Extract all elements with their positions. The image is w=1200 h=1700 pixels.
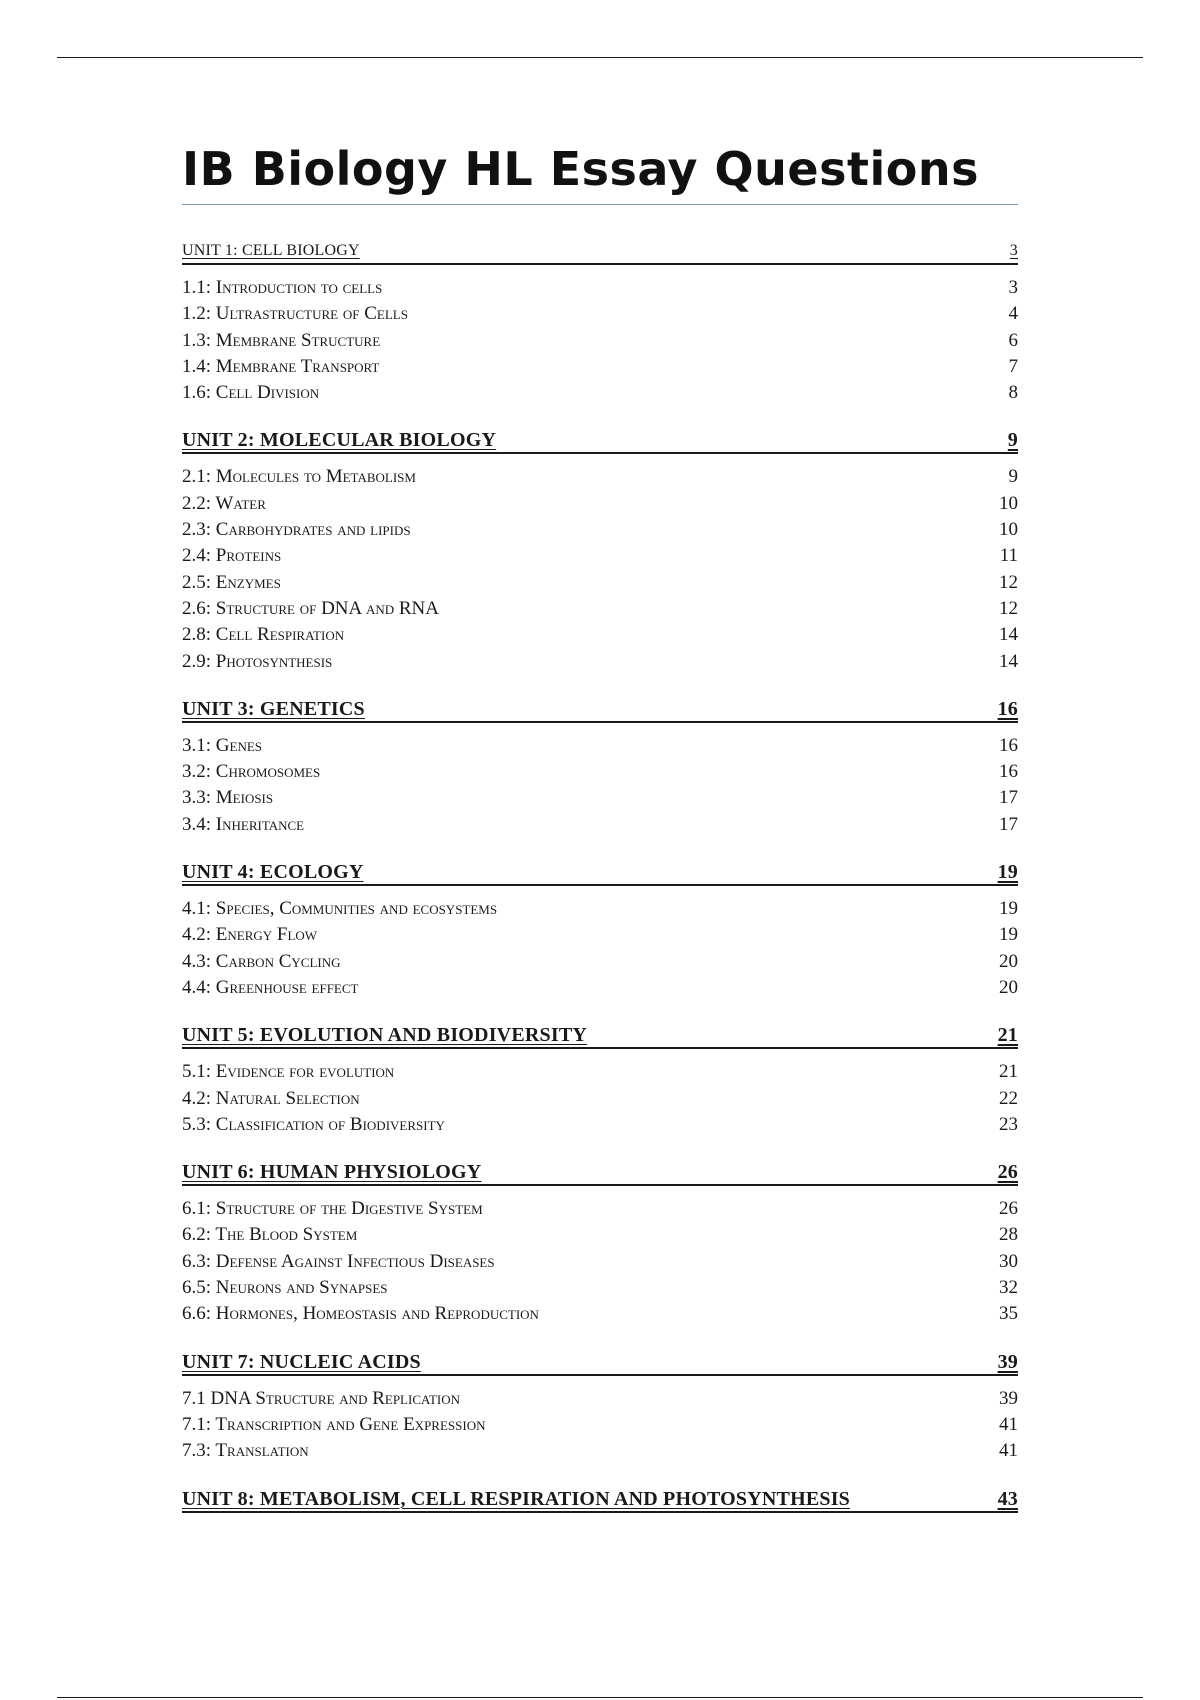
toc-entry[interactable] [182, 275, 1018, 301]
toc-entry-page-number: 20 [999, 976, 1018, 998]
toc-entry-page-number: 3 [1008, 277, 1018, 298]
toc-entry-page-number: 6 [1008, 329, 1018, 351]
toc-entry[interactable] [182, 1386, 1018, 1412]
toc-entry-label: 2.5: Enzymes [182, 571, 281, 593]
toc-entry-page-number: 17 [999, 787, 1018, 809]
toc-entry-page-number: 7 [1008, 355, 1018, 377]
toc-entry-label: 1.1: Introduction to cells [182, 277, 383, 298]
toc-entry-page-number: 39 [999, 1387, 1018, 1409]
toc-unit-label: UNIT 7: NUCLEIC ACIDS [182, 1350, 421, 1373]
toc-entry-label: 4.3: Carbon Cycling [182, 950, 341, 972]
toc-entry[interactable] [182, 1275, 1018, 1301]
toc-entry[interactable] [182, 491, 1018, 517]
toc-entry-list [182, 1386, 1018, 1465]
toc-entry-label: 2.1: Molecules to Metabolism [182, 466, 416, 488]
toc-entry-label: 3.1: Genes [182, 734, 262, 756]
toc-entry[interactable] [182, 1086, 1018, 1112]
toc-unit-label: UNIT 3: GENETICS [182, 697, 365, 720]
toc-section [182, 1023, 1018, 1138]
toc-entry-label: 2.4: Proteins [182, 545, 282, 567]
toc-entry-label: 4.2: Natural Selection [182, 1087, 360, 1109]
toc-unit-page-number: 3 [1009, 242, 1018, 259]
toc-entry-label: 7.1: Transcription and Gene Expression [182, 1413, 486, 1435]
toc-entry[interactable] [182, 380, 1018, 406]
toc-entry-page-number: 32 [999, 1277, 1018, 1299]
toc-entry[interactable] [182, 596, 1018, 622]
toc-unit-page-number: 16 [997, 697, 1018, 720]
toc-entry-page-number: 28 [999, 1224, 1018, 1246]
toc-entry-page-number: 41 [999, 1440, 1018, 1462]
toc-entry-label: 2.3: Carbohydrates and lipids [182, 519, 411, 541]
toc-entry[interactable] [182, 517, 1018, 543]
toc-unit-page-number: 39 [997, 1350, 1018, 1373]
toc-entry-page-number: 19 [999, 898, 1018, 920]
toc-entry[interactable] [182, 733, 1018, 759]
toc-entry[interactable] [182, 759, 1018, 785]
toc-unit-page-number: 26 [997, 1161, 1018, 1184]
toc-entry[interactable] [182, 812, 1018, 838]
toc-entry-page-number: 12 [999, 571, 1018, 593]
document-page [182, 142, 1018, 1513]
toc-unit-page-number: 21 [997, 1024, 1018, 1047]
document-title: IB Biology HL Essay Questions [182, 142, 1018, 205]
toc-entry-label: 6.5: Neurons and Synapses [182, 1277, 388, 1299]
toc-unit-heading[interactable] [182, 1023, 1018, 1049]
toc-entry-page-number: 17 [999, 813, 1018, 835]
toc-unit-page-number: 19 [997, 861, 1018, 884]
toc-entry[interactable] [182, 354, 1018, 380]
toc-entry-page-number: 20 [999, 950, 1018, 972]
toc-entry-page-number: 12 [999, 597, 1018, 619]
toc-entry[interactable] [182, 301, 1018, 327]
toc-entry-label: 1.6: Cell Division [182, 382, 320, 404]
toc-entry[interactable] [182, 543, 1018, 569]
toc-entry-list [182, 464, 1018, 674]
toc-unit-heading[interactable] [182, 1350, 1018, 1376]
toc-entry-page-number: 9 [1008, 466, 1018, 488]
toc-entry-label: 1.4: Membrane Transport [182, 355, 380, 377]
toc-entry-list [182, 896, 1018, 1001]
toc-entry-list [182, 275, 1018, 406]
toc-unit-label: UNIT 6: HUMAN PHYSIOLOGY [182, 1161, 482, 1184]
toc-entry-label: 2.9: Photosynthesis [182, 650, 333, 672]
toc-entry-label: 4.2: Energy Flow [182, 924, 318, 946]
toc-unit-heading[interactable] [182, 239, 1018, 265]
toc-entry[interactable] [182, 1112, 1018, 1138]
toc-entry-label: 4.4: Greenhouse effect [182, 976, 359, 998]
header-rule [57, 57, 1143, 58]
toc-section [182, 1350, 1018, 1465]
toc-section [182, 860, 1018, 1001]
toc-unit-heading[interactable] [182, 428, 1018, 454]
toc-entry-page-number: 30 [999, 1250, 1018, 1272]
toc-entry[interactable] [182, 1412, 1018, 1438]
toc-unit-heading[interactable] [182, 860, 1018, 886]
toc-entry[interactable] [182, 1059, 1018, 1085]
toc-entry[interactable] [182, 1438, 1018, 1464]
toc-entry[interactable] [182, 785, 1018, 811]
toc-entry-label: 6.3: Defense Against Infectious Diseases [182, 1250, 495, 1272]
toc-entry[interactable] [182, 1222, 1018, 1248]
toc-entry-label: 6.6: Hormones, Homeostasis and Reproduction [182, 1303, 539, 1325]
toc-entry-label: 6.1: Structure of the Digestive System [182, 1198, 483, 1220]
toc-entry-label: 7.3: Translation [182, 1440, 309, 1462]
toc-entry-list [182, 1196, 1018, 1327]
toc-entry-page-number: 14 [999, 624, 1018, 646]
toc-entry[interactable] [182, 570, 1018, 596]
toc-entry-label: 3.3: Meiosis [182, 787, 274, 809]
toc-entry[interactable] [182, 922, 1018, 948]
toc-entry-label: 2.6: Structure of DNA and RNA [182, 597, 439, 619]
toc-entry-page-number: 41 [999, 1413, 1018, 1435]
toc-section [182, 697, 1018, 838]
toc-unit-page-number: 43 [997, 1487, 1018, 1510]
toc-unit-label: UNIT 1: CELL BIOLOGY [182, 242, 360, 259]
toc-entry-label: 2.8: Cell Respiration [182, 624, 345, 646]
toc-section [182, 1160, 1018, 1327]
toc-entry[interactable] [182, 649, 1018, 675]
toc-section [182, 1487, 1018, 1513]
toc-unit-heading[interactable] [182, 1160, 1018, 1186]
toc-entry-page-number: 10 [999, 519, 1018, 541]
toc-entry-page-number: 26 [999, 1198, 1018, 1220]
toc-entry-page-number: 11 [999, 545, 1018, 567]
toc-entry-page-number: 35 [999, 1303, 1018, 1325]
toc-entry[interactable] [182, 1196, 1018, 1222]
toc-unit-heading[interactable] [182, 1487, 1018, 1513]
toc-entry-page-number: 16 [999, 761, 1018, 783]
toc-unit-label: UNIT 8: METABOLISM, CELL RESPIRATION AND PHOTOSYNTHESIS [182, 1487, 851, 1510]
toc-entry[interactable] [182, 949, 1018, 975]
toc-unit-heading[interactable] [182, 697, 1018, 723]
toc-entry-label: 5.1: Evidence for evolution [182, 1061, 395, 1083]
toc-entry-label: 1.2: Ultrastructure of Cells [182, 303, 408, 325]
toc-unit-label: UNIT 2: MOLECULAR BIOLOGY [182, 429, 497, 452]
toc-entry-page-number: 21 [999, 1061, 1018, 1083]
toc-entry-page-number: 14 [999, 650, 1018, 672]
toc-entry[interactable] [182, 1249, 1018, 1275]
toc-entry[interactable] [182, 896, 1018, 922]
toc-entry-page-number: 16 [999, 734, 1018, 756]
toc-entry-label: 7.1 DNA Structure and Replication [182, 1387, 460, 1409]
toc-unit-label: UNIT 5: EVOLUTION AND BIODIVERSITY [182, 1024, 588, 1047]
toc-entry-label: 4.1: Species, Communities and ecosystems [182, 898, 498, 920]
toc-section [182, 428, 1018, 674]
toc-entry-label: 2.2: Water [182, 492, 266, 514]
toc-entry-label: 3.4: Inheritance [182, 813, 305, 835]
toc-entry[interactable] [182, 622, 1018, 648]
toc-unit-label: UNIT 4: ECOLOGY [182, 861, 364, 884]
toc-entry-label: 3.2: Chromosomes [182, 761, 321, 783]
toc-entry-label: 5.3: Classification of Biodiversity [182, 1113, 445, 1135]
footer-rule [57, 1697, 1143, 1698]
toc-entry-page-number: 8 [1008, 382, 1018, 404]
toc-entry-list [182, 733, 1018, 838]
toc-entry-page-number: 23 [999, 1113, 1018, 1135]
toc-entry-page-number: 4 [1008, 303, 1018, 325]
toc-entry-label: 1.3: Membrane Structure [182, 329, 381, 351]
toc-entry-page-number: 22 [999, 1087, 1018, 1109]
toc-entry-page-number: 19 [999, 924, 1018, 946]
toc-entry-list [182, 1059, 1018, 1138]
toc-unit-page-number: 9 [1007, 429, 1018, 452]
toc-entry-label: 6.2: The Blood System [182, 1224, 358, 1246]
table-of-contents [182, 239, 1018, 1513]
toc-entry[interactable] [182, 328, 1018, 354]
toc-entry-page-number: 10 [999, 492, 1018, 514]
toc-entry[interactable] [182, 1301, 1018, 1327]
toc-entry[interactable] [182, 464, 1018, 490]
toc-section [182, 239, 1018, 406]
toc-entry[interactable] [182, 975, 1018, 1001]
